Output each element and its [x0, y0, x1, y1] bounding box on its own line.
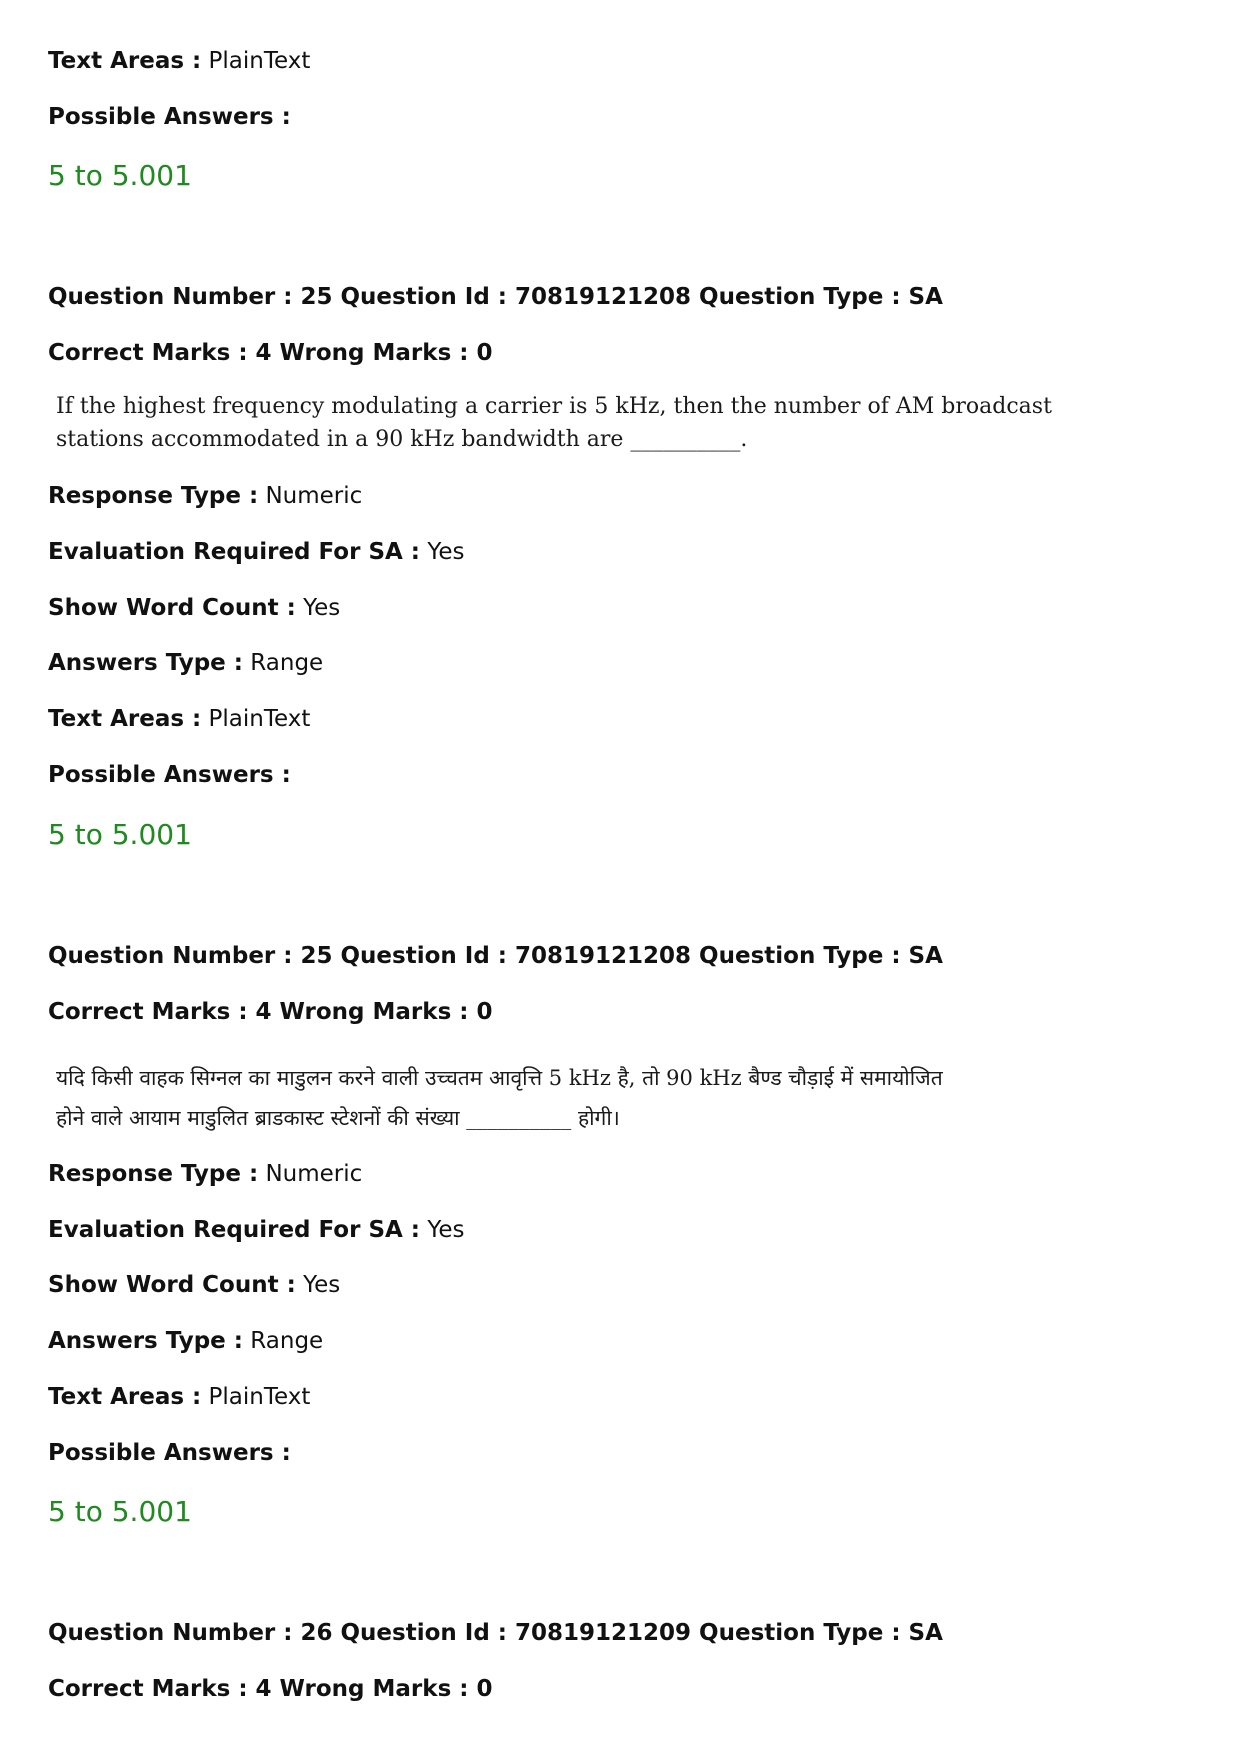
text-areas-label: Text Areas : [48, 48, 202, 74]
response-type-row: Response Type : Numeric [48, 483, 363, 509]
text-areas-row [48, 46, 310, 76]
text-areas-value: PlainText [208, 48, 311, 74]
question-text-line: stations accommodated in a 90 kHz bandwidth are __________. [56, 427, 748, 452]
possible-answers-label: Possible Answers : [48, 104, 291, 130]
question-text-line: If the highest frequency modulating a carrier is 5 kHz, then the number of AM broadcast [56, 394, 1052, 419]
possible-answers-row [48, 102, 291, 132]
question-text-line: होने वाले आयाम माडुलित ब्राडकास्ट स्टेशनों की संख्या __________ होगी। [56, 1106, 620, 1130]
question-text-image [56, 390, 1052, 456]
possible-answer-value: 5 to 5.001 [48, 818, 192, 851]
answers-type-row: Answers Type : Range [48, 1328, 324, 1354]
show-word-count-row: Show Word Count : Yes [48, 1272, 341, 1298]
question-header: Question Number : 26 Question Id : 70819121209 Question Type : SA [48, 1620, 943, 1646]
question-marks: Correct Marks : 4 Wrong Marks : 0 [48, 340, 493, 366]
question-marks: Correct Marks : 4 Wrong Marks : 0 [48, 999, 493, 1025]
question-header: Question Number : 25 Question Id : 70819121208 Question Type : SA [48, 284, 943, 310]
possible-answers-row: Possible Answers : [48, 762, 291, 788]
question-header: Question Number : 25 Question Id : 70819121208 Question Type : SA [48, 943, 943, 969]
possible-answer-value: 5 to 5.001 [48, 159, 192, 192]
show-word-count-row: Show Word Count : Yes [48, 595, 341, 621]
response-type-row: Response Type : Numeric [48, 1161, 363, 1187]
possible-answer-value: 5 to 5.001 [48, 1495, 192, 1528]
possible-answers-row: Possible Answers : [48, 1440, 291, 1466]
text-areas-row: Text Areas : PlainText [48, 706, 311, 732]
question-text-line: यदि किसी वाहक सिग्नल का माडुलन करने वाली उच्चतम आवृत्ति 5 kHz है, तो 90 kHz बैण्ड चौड़ाई में समायोजित [56, 1066, 943, 1090]
evaluation-required-row: Evaluation Required For SA : Yes [48, 1217, 465, 1243]
answers-type-row: Answers Type : Range [48, 650, 324, 676]
question-text-image [56, 1058, 943, 1138]
text-areas-row: Text Areas : PlainText [48, 1384, 311, 1410]
question-marks: Correct Marks : 4 Wrong Marks : 0 [48, 1676, 493, 1702]
evaluation-required-row: Evaluation Required For SA : Yes [48, 539, 465, 565]
